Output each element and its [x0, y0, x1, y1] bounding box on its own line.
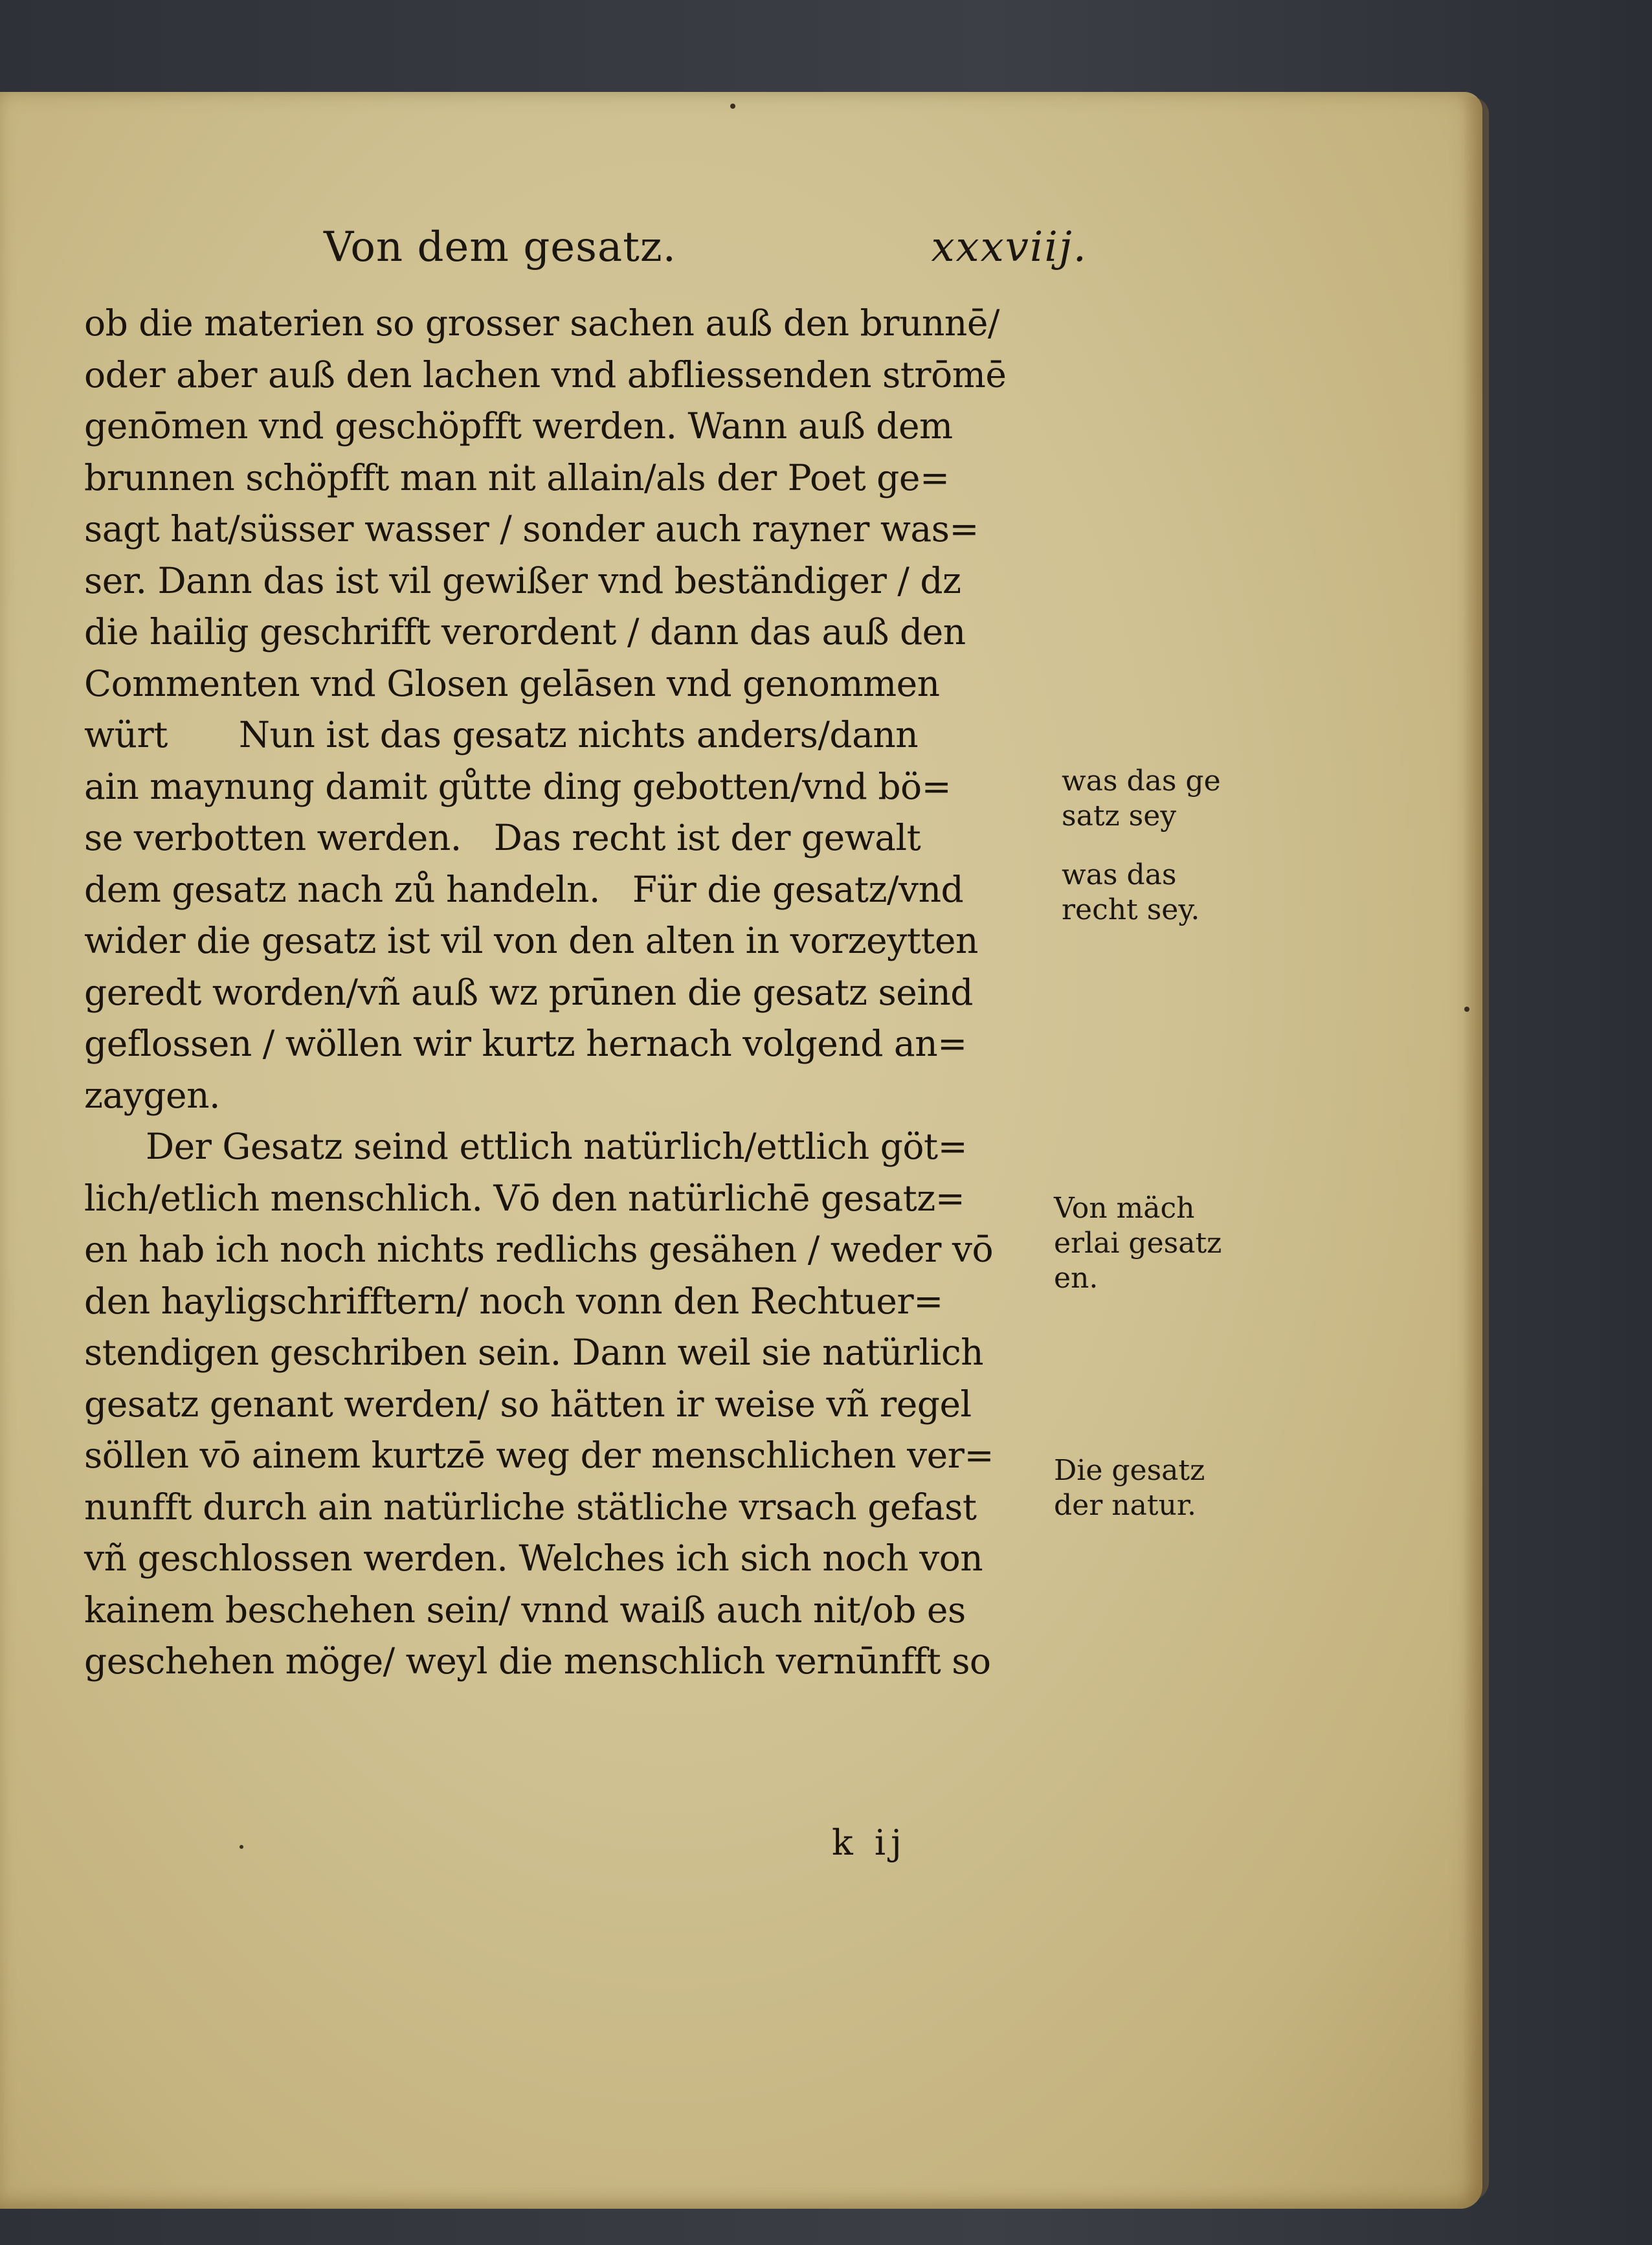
- text-line: Commenten vnd Glosen gelāsen vnd genommen: [84, 662, 940, 704]
- marginal-note-law: [1062, 764, 1221, 834]
- text-line: vñ geschlossen werden. Welches ich sich noch von: [84, 1537, 983, 1579]
- text-line: ob die materien so grosser sachen auß den brunnē/: [84, 302, 999, 344]
- text-line: nunfft durch ain natürliche stätliche vrsach gefast: [84, 1486, 977, 1528]
- text-line: [84, 864, 1068, 916]
- ink-speck: [240, 1845, 243, 1849]
- text-line: ser. Dann das ist vil gewißer vnd beständiger / dz: [84, 559, 961, 601]
- text-line: [84, 709, 1068, 761]
- folio-number: xxxviij.: [931, 223, 1088, 271]
- text-line: den hayligschrifftern/ noch vonn den Rechtuer=: [84, 1280, 943, 1322]
- text-segment: Nun ist das gesatz nichts anders/dann: [238, 714, 919, 755]
- marginal-note-line: was das: [1062, 858, 1177, 891]
- ink-speck: [1464, 1007, 1469, 1012]
- text-line: ain maynung damit gůtte ding gebotten/vnd bö=: [84, 765, 952, 807]
- signature-mark: k ij: [832, 1822, 907, 1863]
- text-line: lich/etlich menschlich. Vō den natürlichē gesatz=: [84, 1177, 965, 1219]
- marginal-note-line: Von mäch: [1054, 1192, 1195, 1225]
- text-line: brunnen schöpfft man nit allain/als der Poet ge=: [84, 456, 950, 498]
- text-segment: Für die gesatz/vnd: [632, 868, 964, 910]
- ink-speck: [730, 104, 735, 109]
- text-line: zaygen.: [84, 1074, 221, 1116]
- marginal-note-kinds-of-law: [1054, 1191, 1222, 1296]
- main-text-block: [84, 298, 1068, 1688]
- text-line: en hab ich noch nichts redlichs gesähen / weder vō: [84, 1229, 994, 1270]
- marginal-note-line: der natur.: [1054, 1489, 1196, 1522]
- text-line: Der Gesatz seind ettlich natürlich/ettlich göt=: [146, 1126, 968, 1167]
- marginal-note-line: was das ge: [1062, 765, 1221, 798]
- running-head-title: Von dem gesatz.: [324, 223, 676, 271]
- marginal-note-right: [1062, 858, 1200, 928]
- text-line: geredt worden/vñ auß wz prūnen die gesatz seind: [84, 971, 973, 1013]
- text-line: sagt hat/süsser wasser / sonder auch rayner was=: [84, 508, 979, 550]
- page-edge-shadow: [1463, 97, 1489, 2201]
- text-line: söllen vō ainem kurtzē weg der menschlichen ver=: [84, 1435, 994, 1476]
- text-line: stendigen geschriben sein. Dann weil sie natürlich: [84, 1332, 984, 1373]
- text-line: oder aber auß den lachen vnd abfliessenden strōmē: [84, 353, 1007, 396]
- text-line: [84, 812, 1068, 864]
- text-line: gesatz genant werden/ so hätten ir weise vñ regel: [84, 1383, 972, 1425]
- text-line: wider die gesatz ist vil von den alten in vorzeytten: [84, 920, 978, 961]
- marginal-note-line: satz sey: [1062, 799, 1177, 832]
- text-segment: würt: [84, 714, 168, 755]
- text-line: kainem beschehen sein/ vnnd waiß auch nit/ob es: [84, 1589, 966, 1631]
- text-segment: Das recht ist der gewalt: [493, 817, 921, 858]
- running-head: [324, 223, 1088, 282]
- text-line: die hailig geschrifft verordent / dann das auß den: [84, 611, 966, 653]
- text-line: geflossen / wöllen wir kurtz hernach volgend an=: [84, 1023, 967, 1064]
- text-line: genōmen vnd geschöpfft werden. Wann auß dem: [84, 405, 953, 447]
- marginal-note-natural-law: [1054, 1453, 1205, 1523]
- text-segment: se verbotten werden.: [84, 817, 462, 858]
- marginal-note-line: en.: [1054, 1262, 1099, 1295]
- marginal-note-line: Die gesatz: [1054, 1454, 1205, 1487]
- text-segment: dem gesatz nach zů handeln.: [84, 868, 600, 910]
- marginal-note-line: recht sey.: [1062, 893, 1200, 926]
- marginal-note-line: erlai gesatz: [1054, 1227, 1222, 1260]
- text-line: geschehen möge/ weyl die menschlich vernūnfft so: [84, 1640, 991, 1682]
